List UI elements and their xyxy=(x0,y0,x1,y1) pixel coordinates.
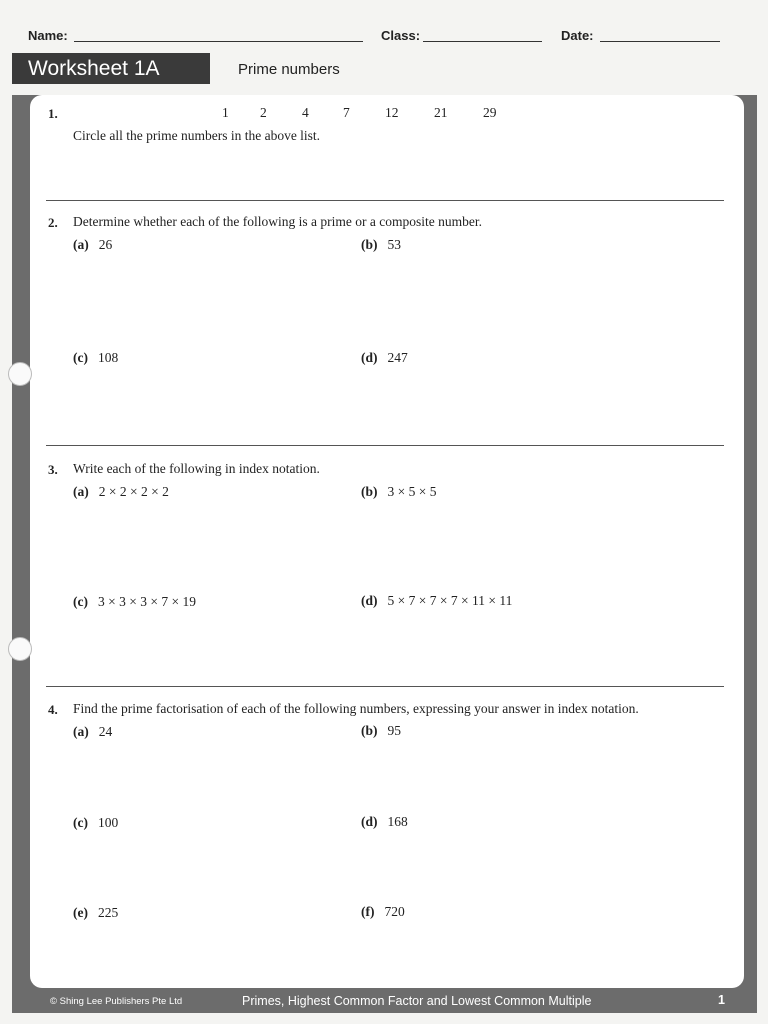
name-label: Name: xyxy=(28,28,68,43)
punch-hole xyxy=(8,637,32,661)
question-part: (a) 24 xyxy=(73,724,113,739)
question-part: (b) 53 xyxy=(361,237,401,252)
question-part: (a) 26 xyxy=(73,237,113,252)
question-part: (f) 720 xyxy=(361,904,405,919)
copyright-text: © Shing Lee Publishers Pte Ltd xyxy=(50,996,183,1007)
class-line[interactable] xyxy=(423,41,542,42)
question-part: (d) 5 × 7 × 7 × 7 × 11 × 11 xyxy=(361,593,513,608)
question-text: Determine whether each of the following is a prime or a composite number. xyxy=(73,214,482,229)
question-number: 2. xyxy=(48,215,58,230)
question-number: 4. xyxy=(48,702,58,717)
name-line[interactable] xyxy=(74,41,363,42)
question-part: (d) 168 xyxy=(361,814,408,829)
list-number[interactable]: 1 xyxy=(222,105,229,120)
list-number[interactable]: 12 xyxy=(385,105,399,120)
chapter-title: Primes, Highest Common Factor and Lowest Common Multiple xyxy=(242,994,592,1008)
question-text: Write each of the following in index notation. xyxy=(73,461,320,476)
question-text: Find the prime factorisation of each of the following numbers, expressing your answer in index notation. xyxy=(73,701,639,716)
question-part: (d) 247 xyxy=(361,350,408,365)
date-line[interactable] xyxy=(600,41,720,42)
separator xyxy=(46,686,724,687)
list-number[interactable]: 29 xyxy=(483,105,497,120)
question-number: 3. xyxy=(48,462,58,477)
list-number[interactable]: 7 xyxy=(343,105,350,120)
question-text: Circle all the prime numbers in the above list. xyxy=(73,128,321,143)
punch-hole xyxy=(8,362,32,386)
class-label: Class: xyxy=(381,28,421,43)
question-part: (b) 95 xyxy=(361,723,401,738)
worksheet-title: Worksheet 1A xyxy=(12,53,210,84)
question-number: 1. xyxy=(48,106,58,121)
question-part: (c) 100 xyxy=(73,815,119,830)
question-part: (c) 108 xyxy=(73,350,119,365)
question-part: (b) 3 × 5 × 5 xyxy=(361,484,437,499)
page-footer xyxy=(12,988,757,1013)
page-number: 1 xyxy=(718,993,725,1007)
question-part: (e) 225 xyxy=(73,905,119,920)
list-number[interactable]: 2 xyxy=(260,105,267,120)
question-part: (a) 2 × 2 × 2 × 2 xyxy=(73,484,169,499)
separator xyxy=(46,445,724,446)
question-part: (c) 3 × 3 × 3 × 7 × 19 xyxy=(73,594,196,609)
list-number[interactable]: 4 xyxy=(302,105,309,120)
worksheet-subtitle: Prime numbers xyxy=(238,61,340,78)
list-number[interactable]: 21 xyxy=(434,105,448,120)
date-label: Date: xyxy=(561,28,594,43)
separator xyxy=(46,200,724,201)
